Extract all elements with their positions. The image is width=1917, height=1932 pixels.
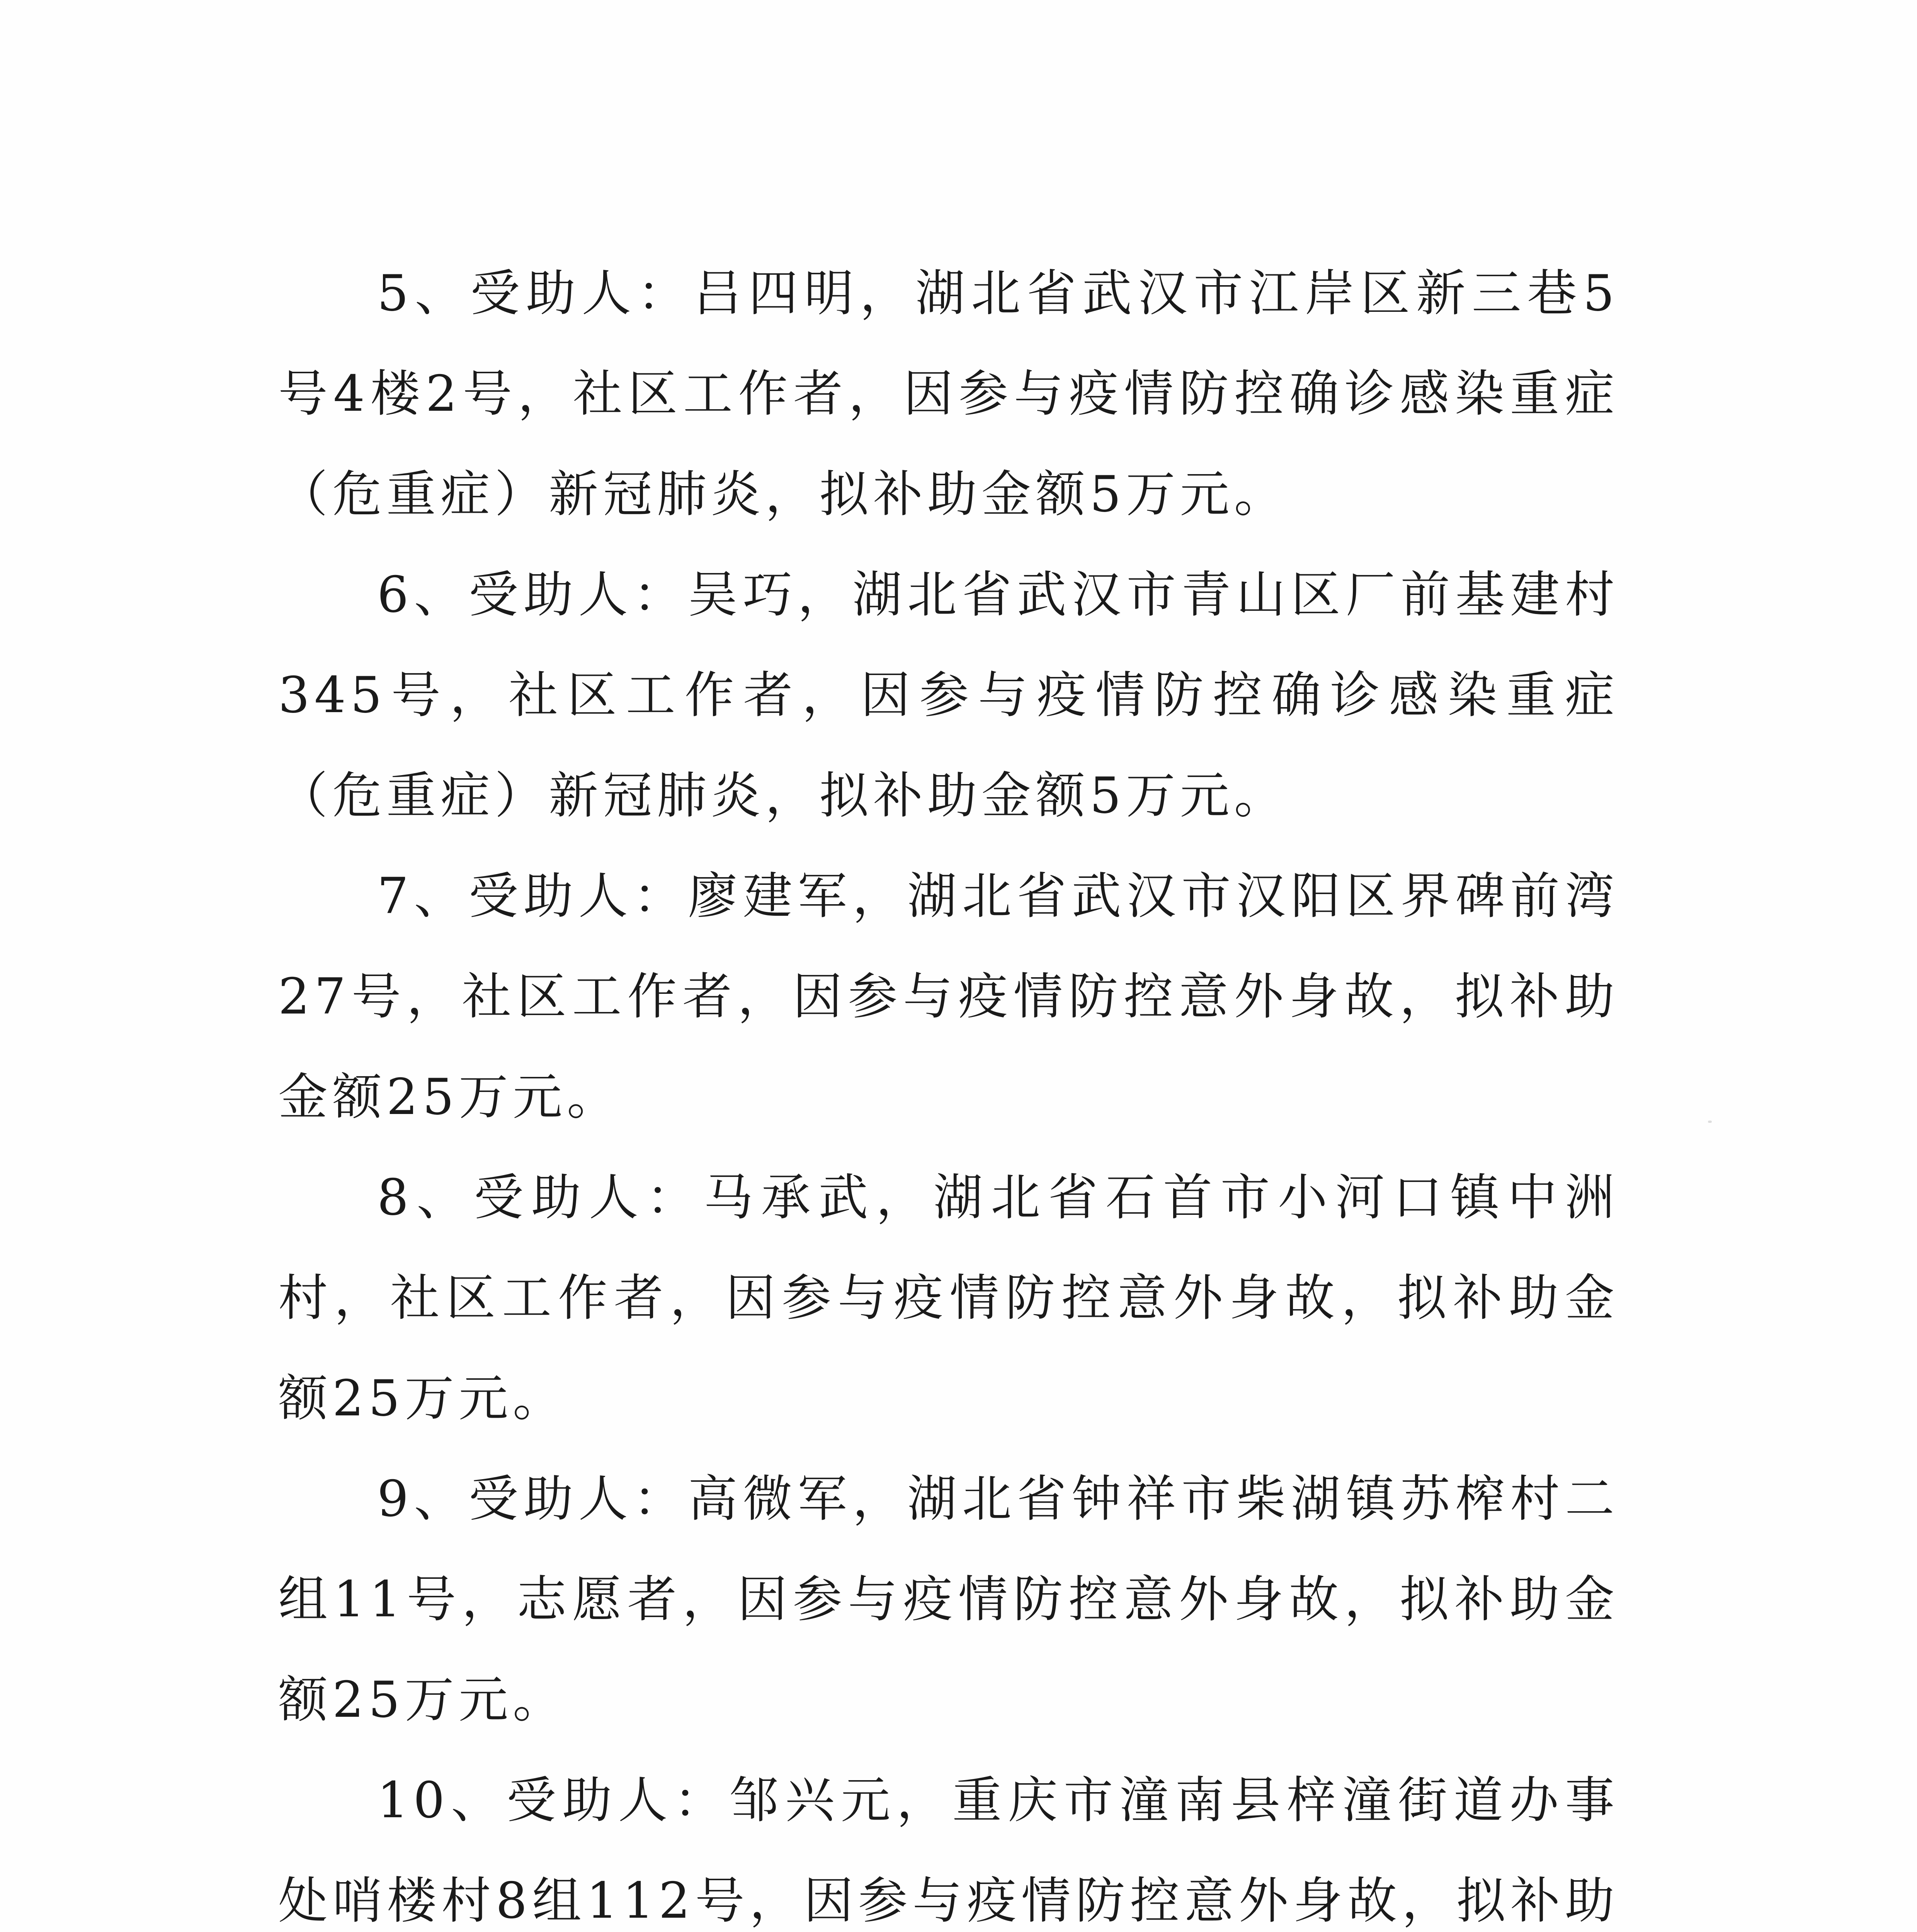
document-body xyxy=(278,243,1619,1932)
scan-speck xyxy=(1708,1121,1712,1123)
paragraph-recipient-7: 7、受助人：廖建军，湖北省武汉市汉阳区界碑前湾27号，社区工作者，因参与疫情防控意外身故，拟补助金额25万元。 xyxy=(278,867,1619,1126)
paragraph-recipient-10: 10、受助人：邹兴元，重庆市潼南县梓潼街道办事处哨楼村8组112号，因参与疫情防控意外身故，拟补助 xyxy=(278,1772,1619,1930)
paragraph-recipient-5: 5、受助人：吕四明，湖北省武汉市江岸区新三巷5号4楼2号，社区工作者，因参与疫情防控确诊感染重症（危重症）新冠肺炎，拟补助金额5万元。 xyxy=(278,265,1619,523)
paragraph-recipient-9: 9、受助人：高微军，湖北省钟祥市柴湖镇苏榨村二组11号，志愿者，因参与疫情防控意外身故，拟补助金额25万元。 xyxy=(278,1470,1619,1729)
paragraph-recipient-8: 8、受助人：马承武，湖北省石首市小河口镇中洲村，社区工作者，因参与疫情防控意外身故，拟补助金额25万元。 xyxy=(278,1169,1619,1427)
paragraph-recipient-6: 6、受助人：吴巧，湖北省武汉市青山区厂前基建村345号，社区工作者，因参与疫情防控确诊感染重症（危重症）新冠肺炎，拟补助金额5万元。 xyxy=(278,566,1619,825)
